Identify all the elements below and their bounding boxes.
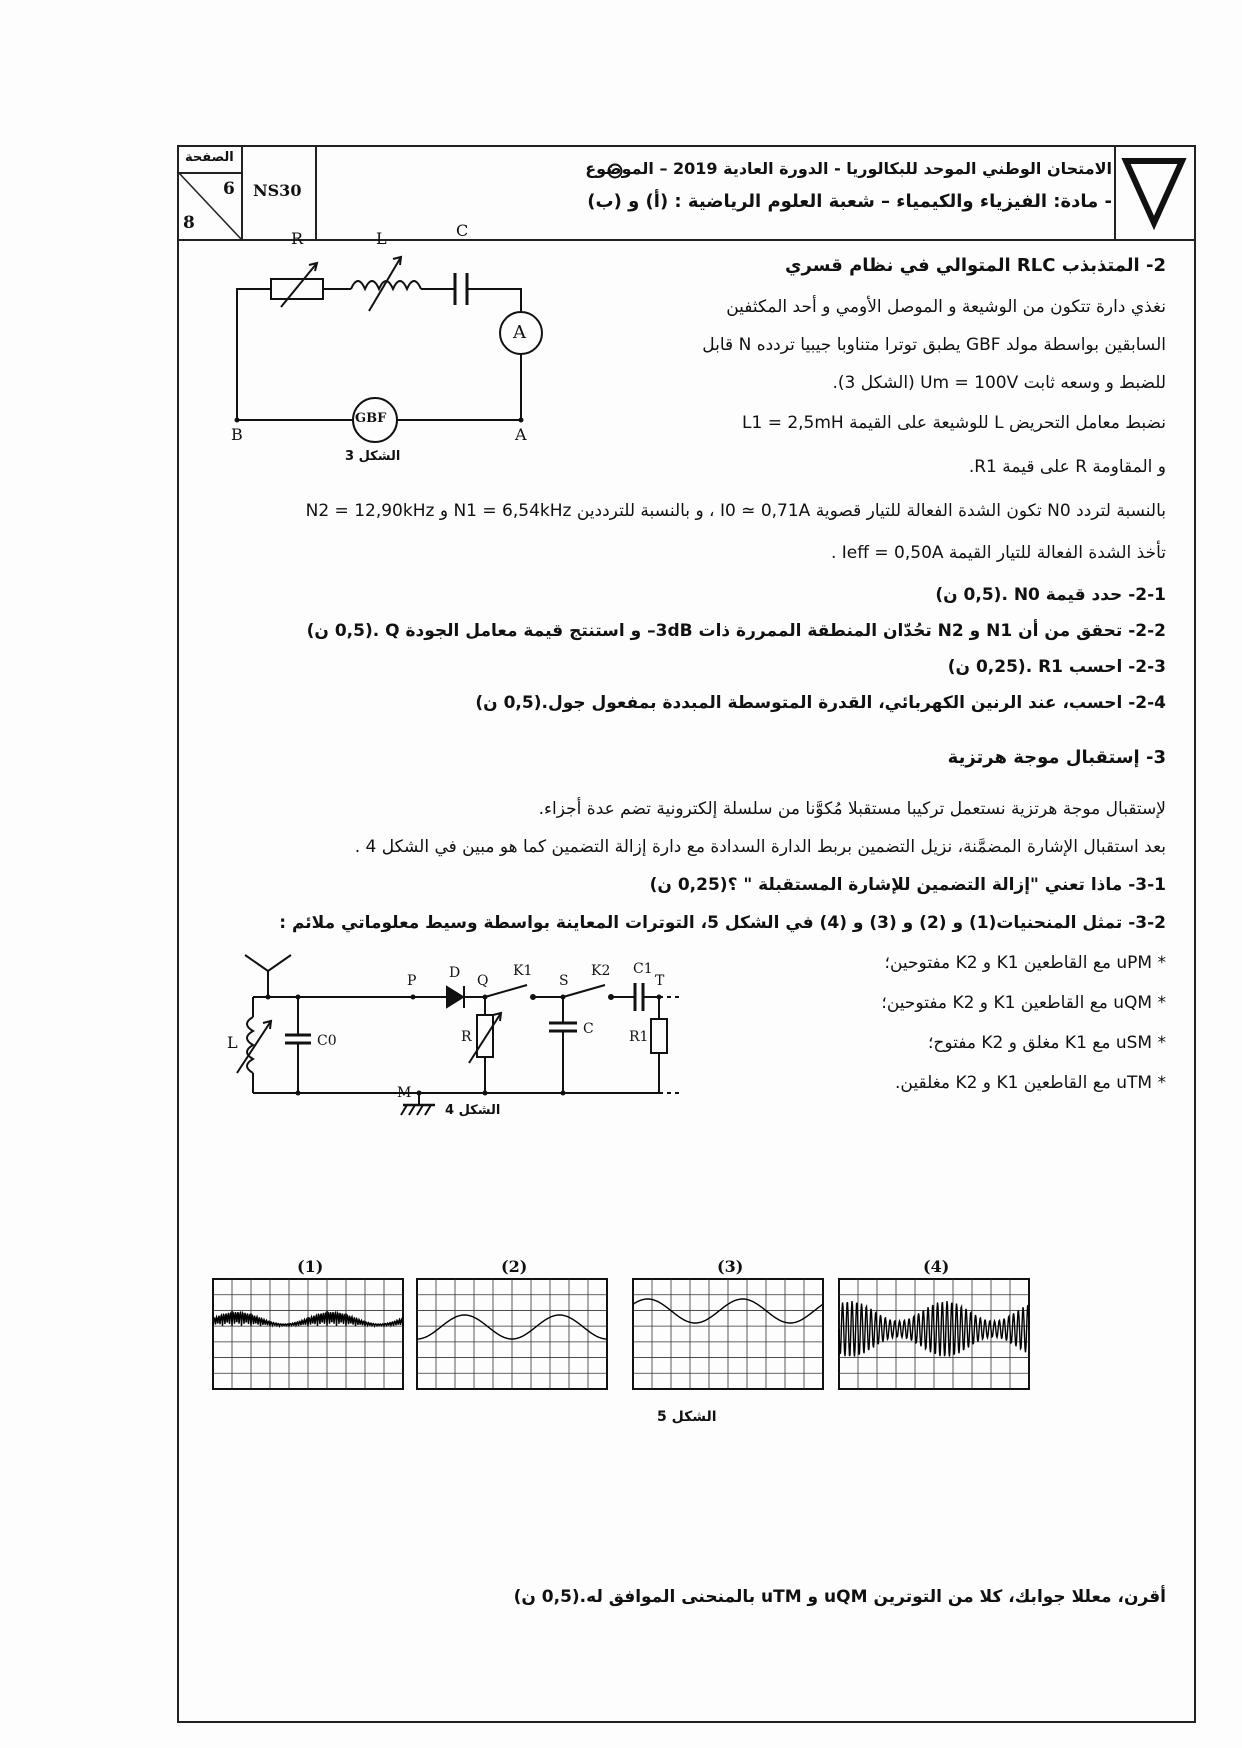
fig4-label-r: R xyxy=(461,1029,472,1045)
section3-p2: بعد استقبال الإشارة المضمَّنة، نزيل التضمين بربط الدارة السدادة مع دارة إزالة التضمين كما هو مبين في الشكل 4 . xyxy=(354,837,1166,857)
question-3-1: 3-1- ماذا تعني "إزالة التضمين للإشارة المستقبلة " ؟(0,25 ن) xyxy=(649,875,1166,895)
rlc-circuit xyxy=(229,227,549,467)
section2-p7: تأخذ الشدة الفعالة للتيار القيمة Ieff = 0,50A . xyxy=(830,543,1166,563)
scope-3-screen xyxy=(629,1277,829,1393)
fig4-caption: الشكل 4 xyxy=(445,1103,501,1118)
scope-2-screen xyxy=(413,1277,613,1393)
triangle-logo-icon xyxy=(1116,147,1194,239)
fig4-label-c0: C0 xyxy=(317,1033,337,1049)
section3-p1: لإستقبال موجة هرتزية نستعمل تركيبا مستقبلا مُكوَّنا من سلسلة إلكترونية تضم عدة أجزاء. xyxy=(538,799,1166,819)
scope-4-screen xyxy=(835,1277,1035,1393)
scope-4 xyxy=(835,1257,1035,1435)
section2-heading: 2- المتذبذب RLC المتوالي في نظام قسري xyxy=(785,255,1166,276)
fig4-label-t: T xyxy=(655,973,665,989)
scope-1 xyxy=(209,1257,409,1435)
figure-4 xyxy=(223,937,683,1137)
fig4-label-s: S xyxy=(559,973,569,989)
fig4-label-d: D xyxy=(449,965,461,981)
code-box xyxy=(241,147,317,239)
switch-k2 xyxy=(563,985,605,997)
switch-k1 xyxy=(485,985,527,997)
bullet-utm: * uTM مع القاطعين K1 و K2 مغلقين. xyxy=(895,1073,1166,1093)
fig4-label-k2: K2 xyxy=(591,963,611,979)
final-question: أقرن، معللا جوابك، كلا من التوترين uQM و uTM بالمنحنى الموافق له.(0,5 ن) xyxy=(513,1587,1166,1607)
question-3-2: 3-2- تمثل المنحنيات(1) و (2) و (3) و (4) في الشكل 5، التوترات المعاينة بواسطة وسيط معلوماتي ملائم : xyxy=(279,913,1166,933)
fig3-caption: الشكل 3 xyxy=(345,449,401,464)
page-number: 6 xyxy=(223,179,235,199)
fig5-caption: الشكل 5 xyxy=(657,1409,717,1425)
variable-arrow xyxy=(281,263,317,307)
question-2-3: 2-3- احسب R1 .(0,25 ن) xyxy=(947,657,1166,677)
antenna xyxy=(245,955,291,971)
page-frame xyxy=(177,145,1196,1723)
section2-p6: بالنسبة لتردد N0 تكون الشدة الفعالة للتيار قصوية I0 ≃ 0,71A ، و بالنسبة للترددين N1 = 6,54kHz و N2 = 12,90kHz xyxy=(305,501,1166,521)
fig4-label-k1: K1 xyxy=(513,963,533,979)
bullet-usm: * uSM مع K1 مغلق و K2 مفتوح؛ xyxy=(928,1033,1166,1053)
coil-l xyxy=(247,1017,253,1073)
exam-code: NS30 xyxy=(253,181,302,200)
section2-p1: نغذي دارة تتكون من الوشيعة و الموصل الأومي و أحد المكثفين xyxy=(726,297,1166,317)
section3-heading: 3- إستقبال موجة هرتزية xyxy=(947,747,1166,768)
fig4-label-r1: R1 xyxy=(629,1029,649,1045)
header-title-line2: - مادة: الفيزياء والكيمياء – شعبة العلوم الرياضية : (أ) و (ب) xyxy=(587,191,1112,212)
header-title-line1: الامتحان الوطني الموحد للبكالوريا - الدورة العادية 2019 – الموضوع xyxy=(585,159,1112,178)
page-total: 8 xyxy=(183,213,195,233)
scope-1-label: (1) xyxy=(297,1257,324,1276)
resistor-r1 xyxy=(651,1019,667,1053)
question-2-4: 2-4- احسب، عند الرنين الكهربائي، القدرة المتوسطة المبددة بمفعول جول.(0,5 ن) xyxy=(475,693,1166,713)
fig4-label-c1: C1 xyxy=(633,961,653,977)
figure-3 xyxy=(229,221,549,467)
fig4-label-c: C xyxy=(583,1021,594,1037)
fig4-label-l: L xyxy=(227,1033,238,1052)
question-2-2: 2-2- تحقق من أن N1 و N2 تحُدّان المنطقة الممررة ذات 3dB– و استنتج قيمة معامل الجودة Q .(0,5 ن) xyxy=(306,621,1166,641)
fig3-ammeter-label: A xyxy=(513,322,526,343)
scope-1-screen xyxy=(209,1277,409,1393)
scope-4-label: (4) xyxy=(923,1257,950,1276)
section2-p3: للضبط و وسعه ثابت Um = 100V (الشكل 3). xyxy=(832,373,1166,393)
section2-p5: و المقاومة R على قيمة R1. xyxy=(968,457,1166,477)
fig3-label-c: C xyxy=(456,221,469,240)
fig3-node-b: B xyxy=(231,425,243,444)
section2-p2: السابقين بواسطة مولد GBF يطبق توترا متناوبا جيبيا تردده N قابل xyxy=(702,335,1166,355)
fig3-node-a: A xyxy=(515,425,527,444)
resistor-r xyxy=(477,1015,493,1057)
scope-2-label: (2) xyxy=(501,1257,528,1276)
scope-3-label: (3) xyxy=(717,1257,744,1276)
circle-icon xyxy=(607,163,623,179)
question-2-1: 2-1- حدد قيمة N0 .(0,5 ن) xyxy=(935,585,1166,605)
fig3-gbf-label: GBF xyxy=(355,411,387,426)
section2-p4: نضبط معامل التحريض L للوشيعة على القيمة L1 = 2,5mH xyxy=(742,413,1166,433)
fig4-label-p: P xyxy=(407,973,417,989)
page-box xyxy=(179,147,243,239)
fig3-label-r: R xyxy=(291,229,304,248)
bullet-uqm: * uQM مع القاطعين K1 و K2 مفتوحين؛ xyxy=(881,993,1166,1013)
scope-2 xyxy=(413,1257,613,1435)
fig4-label-m: M xyxy=(397,1085,412,1101)
logo-box xyxy=(1114,147,1194,239)
page-label: الصفحة xyxy=(185,150,234,165)
diode-d xyxy=(447,987,463,1007)
fig4-label-q: Q xyxy=(477,973,489,989)
fig3-label-l: L xyxy=(376,229,387,248)
bullet-upm: * uPM مع القاطعين K1 و K2 مفتوحين؛ xyxy=(884,953,1166,973)
